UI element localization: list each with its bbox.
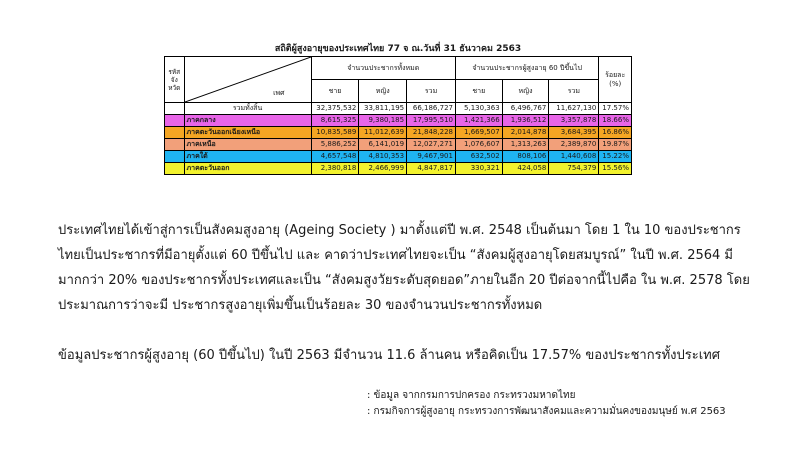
cell-elderly-female: 2,014,878 <box>502 127 549 139</box>
elderly-stats-table <box>164 56 632 175</box>
col-female: หญิง <box>359 80 407 103</box>
region-name: ภาคเหนือ <box>184 139 311 151</box>
cell-percent: 15.22% <box>599 151 632 163</box>
cell-elderly-male: 1,421,366 <box>455 115 502 127</box>
cell-elderly-female: 6,496,767 <box>502 103 549 115</box>
diagonal-line <box>185 57 311 102</box>
cell-percent: 19.87% <box>599 139 632 151</box>
cell-elderly-female: 1,313,263 <box>502 139 549 151</box>
cell-female: 6,141,019 <box>359 139 407 151</box>
region-name: ภาคตะวันออกเฉียงเหนือ <box>184 127 311 139</box>
cell-elderly-total: 754,379 <box>549 163 599 175</box>
sex-header: เพศ <box>273 89 285 97</box>
table-row <box>165 115 632 127</box>
cell-total: 66,186,727 <box>407 103 456 115</box>
cell-elderly-male: 330,321 <box>455 163 502 175</box>
table-row <box>165 151 632 163</box>
table-row <box>165 127 632 139</box>
cell-elderly-total: 3,684,395 <box>549 127 599 139</box>
source-note-2: : กรมกิจการผู้สูงอายุ กระทรวงการพัฒนาสังคมและความมั่นคงของมนุษย์ พ.ศ 2563 <box>367 406 726 417</box>
cell-female: 11,012,639 <box>359 127 407 139</box>
cell-total: 17,995,510 <box>407 115 456 127</box>
cell-female: 9,380,185 <box>359 115 407 127</box>
cell-elderly-male: 1,076,607 <box>455 139 502 151</box>
intro-paragraph: ประเทศไทยได้เข้าสู่การเป็นสังคมสูงอายุ (Ageing Society ) มาตั้งแต่ปี พ.ศ. 2548 เป็นต้นมา โดย 1 ใน 10 ของประชากรไทยเป็นประชากรที่มีอายุตั้งแต่ 60 ปีขึ้นไป และ คาดว่าประเทศไทยจะเป็น “สังคมผู้สูงอายุโดยสมบูรณ์” ในปี พ.ศ. 2564 มีมากกว่า 20% ของประชากรทั้งประเทศและเป็น “สังคมสูงวัยระดับสุดยอด”ภายในอีก 20 ปีต่อจากนี้ไปคือ ใน พ.ศ. 2578 โดยประมาณการว่าจะมี ประชากรสูงอายุเพิ่มขึ้นเป็นร้อยละ 30 ของจำนวนประชากรทั้งหมด <box>58 223 750 313</box>
cell-elderly-male: 632,502 <box>455 151 502 163</box>
cell-male: 4,657,548 <box>311 151 359 163</box>
cell-male: 8,615,325 <box>311 115 359 127</box>
cell-elderly-total: 1,440,608 <box>549 151 599 163</box>
col-elderly-female: หญิง <box>502 80 549 103</box>
col-total: รวม <box>407 80 456 103</box>
cell-male: 5,886,252 <box>311 139 359 151</box>
table-row <box>165 163 632 175</box>
region-name: ภาคใต้ <box>184 151 311 163</box>
summary-paragraph: ข้อมูลประชากรผู้สูงอายุ (60 ปีขึ้นไป) ในปี 2563 มีจำนวน 11.6 ล้านคน หรือคิดเป็น 17.57% ของประชากรทั้งประเทศ <box>58 348 720 363</box>
cell-percent: 18.66% <box>599 115 632 127</box>
cell-male: 10,835,589 <box>311 127 359 139</box>
cell-total: 9,467,901 <box>407 151 456 163</box>
region-name: ภาคกลาง <box>184 115 311 127</box>
cell-percent: 17.57% <box>599 103 632 115</box>
percent-header: ร้อยละ (%) <box>599 57 632 103</box>
cell-elderly-total: 3,357,878 <box>549 115 599 127</box>
cell-elderly-male: 5,130,363 <box>455 103 502 115</box>
source-note-1: : ข้อมูล จากกรมการปกครอง กระทรวงมหาดไทย <box>367 390 576 401</box>
cell-percent: 16.86% <box>599 127 632 139</box>
sex-header-cell <box>184 57 311 103</box>
cell-total: 21,848,228 <box>407 127 456 139</box>
cell-elderly-male: 1,669,507 <box>455 127 502 139</box>
cell-elderly-total: 2,389,870 <box>549 139 599 151</box>
cell-male: 32,375,532 <box>311 103 359 115</box>
cell-female: 4,810,353 <box>359 151 407 163</box>
cell-total: 12,027,271 <box>407 139 456 151</box>
col-elderly-male: ชาย <box>455 80 502 103</box>
cell-male: 2,380,818 <box>311 163 359 175</box>
cell-elderly-female: 424,058 <box>502 163 549 175</box>
elderly-stats-table-container <box>164 40 632 175</box>
elderly-population-header: จำนวนประชากรผู้สูงอายุ 60 ปีขึ้นไป <box>455 57 598 80</box>
cell-elderly-total: 11,627,130 <box>549 103 599 115</box>
cell-total: 4,847,817 <box>407 163 456 175</box>
region-name: ภาคตะวันออก <box>184 163 311 175</box>
province-code-header: รหัส จัง หวัด <box>165 57 185 103</box>
cell-elderly-female: 808,106 <box>502 151 549 163</box>
col-male: ชาย <box>311 80 359 103</box>
region-name: รวมทั้งสิ้น <box>184 103 311 115</box>
table-title: สถิติผู้สูงอายุของประเทศไทย 77 จ ณ.วันที่ 31 ธันวาคม 2563 <box>274 44 522 54</box>
col-elderly-total: รวม <box>549 80 599 103</box>
total-population-header: จำนวนประชากรทั้งหมด <box>311 57 455 80</box>
cell-elderly-female: 1,936,512 <box>502 115 549 127</box>
cell-female: 33,811,195 <box>359 103 407 115</box>
table-row <box>165 103 632 115</box>
table-row <box>165 139 632 151</box>
cell-percent: 15.56% <box>599 163 632 175</box>
cell-female: 2,466,999 <box>359 163 407 175</box>
